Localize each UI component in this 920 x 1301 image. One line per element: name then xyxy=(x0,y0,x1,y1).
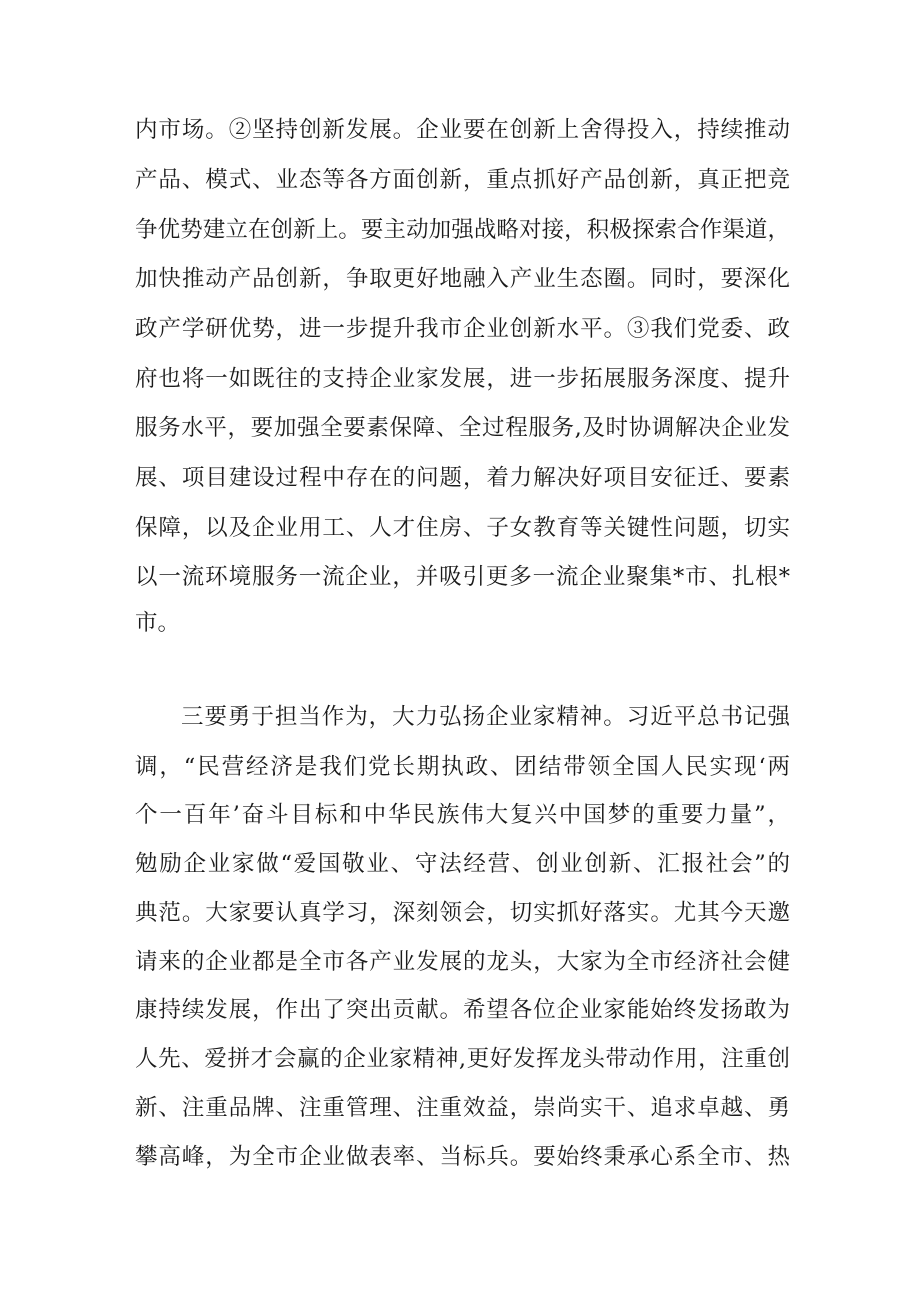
text-line-indented: 三要勇于担当作为，大力弘扬企业家精神。习近平总书记强 xyxy=(181,704,790,730)
text-line: 展、项目建设过程中存在的问题，着力解决好项目安征迁、要素 xyxy=(135,465,790,491)
text-line: 产品、模式、业态等各方面创新，重点抓好产品创新，真正把竞 xyxy=(135,167,790,193)
text-line: 以一流环境服务一流企业，并吸引更多一流企业聚集*市、扎根* xyxy=(135,564,790,590)
text-line: 府也将一如既往的支持企业家发展，进一步拓展服务深度、提升 xyxy=(135,366,790,392)
text-line: 政产学研优势，进一步提升我市企业创新水平。③我们党委、政 xyxy=(135,316,790,342)
text-line: 服务水平，要加强全要素保障、全过程服务,及时协调解决企业发 xyxy=(135,415,790,441)
text-line: 新、注重品牌、注重管理、注重效益，崇尚实干、追求卓越、勇 xyxy=(135,1095,790,1121)
text-line: 个一百年’奋斗目标和中华民族伟大复兴中国梦的重要力量”， xyxy=(135,802,790,828)
text-line: 勉励企业家做“爱国敬业、守法经营、创业创新、汇报社会”的 xyxy=(135,851,790,877)
text-line: 保障，以及企业用工、人才住房、子女教育等关键性问题，切实 xyxy=(135,515,790,541)
text-line: 请来的企业都是全市各产业发展的龙头，大家为全市经济社会健 xyxy=(135,949,790,975)
text-line: 攀高峰，为全市企业做表率、当标兵。要始终秉承心系全市、热 xyxy=(135,1144,790,1170)
text-line: 调，“民营经济是我们党长期执政、团结带领全国人民实现‘两 xyxy=(135,754,790,780)
text-line: 内市场。②坚持创新发展。企业要在创新上舍得投入，持续推动 xyxy=(135,117,790,143)
text-line-last: 市。 xyxy=(135,610,181,636)
text-line: 加快推动产品创新，争取更好地融入产业生态圈。同时，要深化 xyxy=(135,266,790,292)
text-line: 典范。大家要认真学习，深刻领会，切实抓好落实。尤其今天邀 xyxy=(135,900,790,926)
text-line: 康持续发展，作出了突出贡献。希望各位企业家能始终发扬敢为 xyxy=(135,997,790,1023)
text-line: 争优势建立在创新上。要主动加强战略对接，积极探索合作渠道， xyxy=(135,217,790,243)
text-line: 人先、爱拼才会赢的企业家精神,更好发挥龙头带动作用，注重创 xyxy=(135,1046,790,1072)
